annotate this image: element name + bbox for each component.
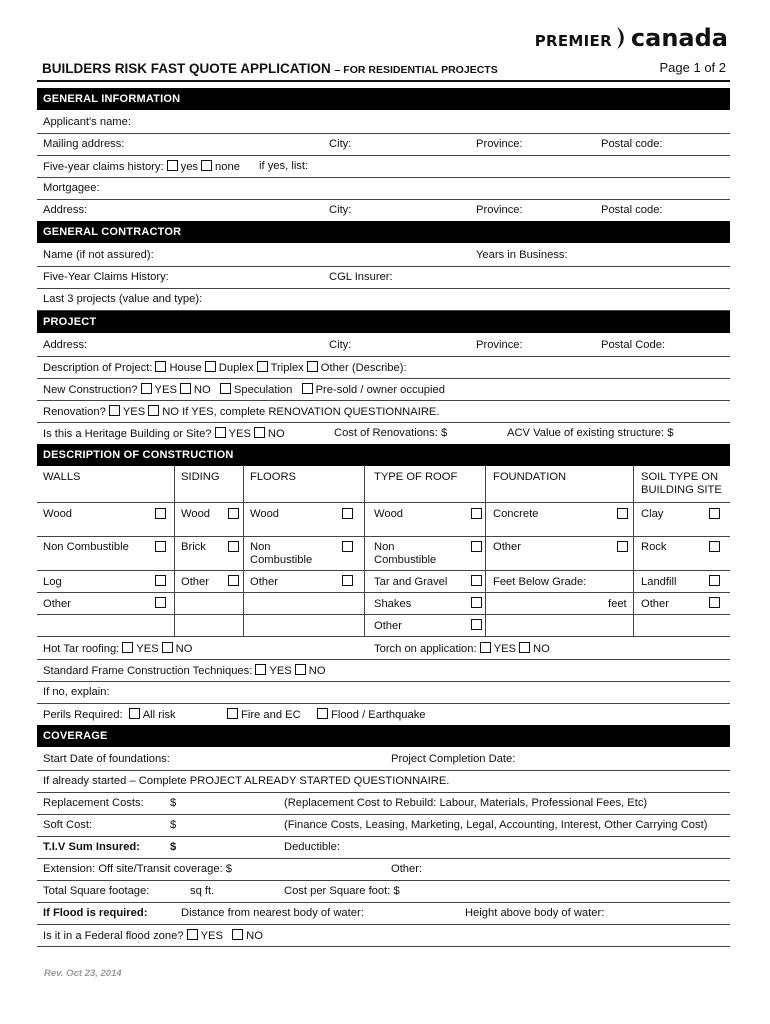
walls-noncombustible-label: Non Combustible — [43, 541, 129, 553]
none-label: none — [215, 161, 240, 173]
mailing-address-row[interactable] — [37, 133, 730, 156]
city-label: City: — [329, 204, 352, 216]
roof-noncombustible-label-line2: Combustible — [374, 554, 437, 566]
soft-cost-note: (Finance Costs, Leasing, Marketing, Legal, Accounting, Interest, Other Carrying Cost) — [284, 819, 708, 831]
distance-water-label: Distance from nearest body of water: — [181, 907, 364, 919]
heritage-row — [37, 422, 730, 445]
section-project — [37, 311, 730, 333]
floors-noncombustible-label-line2: Combustible — [250, 554, 313, 566]
soft-cost-row[interactable] — [37, 814, 730, 837]
all-risk-checkbox[interactable] — [129, 708, 140, 719]
new-construction-row — [37, 378, 730, 401]
floors-wood-label: Wood — [250, 508, 280, 520]
postal-label: Postal Code: — [601, 339, 666, 351]
row-divider — [37, 502, 730, 503]
claims-group — [43, 160, 240, 173]
no-checkbox[interactable] — [254, 427, 265, 438]
contractor-claims-label: Five-Year Claims History: — [43, 271, 169, 283]
section-general-information — [37, 88, 730, 110]
no-label: NO — [193, 384, 211, 396]
no-label: NO — [267, 428, 285, 440]
siding-brick-label: Brick — [181, 541, 206, 553]
dollar-sign: $ — [170, 797, 177, 809]
col-divider — [364, 465, 365, 636]
section-heading: PROJECT — [43, 316, 97, 328]
other-label: Other: — [391, 863, 423, 875]
foundation-other-label: Other — [493, 541, 521, 553]
dollar-sign: $ — [170, 819, 177, 831]
revision-date: Rev. Oct 23, 2014 — [44, 968, 122, 979]
province-label: Province: — [476, 339, 523, 351]
applicant-name-field[interactable] — [37, 111, 730, 134]
claims-history-row — [37, 155, 730, 178]
soil-header-line2: BUILDING SITE — [641, 484, 722, 496]
project-description-row — [37, 356, 730, 379]
contractor-name-label: Name (if not assured): — [43, 249, 154, 261]
walls-wood-label: Wood — [43, 508, 73, 520]
page-number: Page 1 of 2 — [659, 60, 726, 75]
torch-on-label: Torch on application: — [374, 643, 477, 655]
address-label: Address: — [43, 204, 88, 216]
roof-shakes-label: Shakes — [374, 598, 412, 610]
renovation-no-label: NO If YES, complete RENOVATION QUESTIONNAIRE. — [162, 406, 440, 418]
project-address-row[interactable] — [37, 334, 730, 357]
square-footage-row[interactable] — [37, 880, 730, 903]
duplex-label: Duplex — [218, 362, 254, 374]
yes-label: YES — [200, 930, 223, 942]
siding-other-checkbox[interactable] — [228, 575, 239, 586]
heritage-group — [43, 427, 285, 440]
col-divider — [485, 465, 486, 636]
applicant-label: Applicant's name: — [43, 116, 131, 128]
yes-label: yes — [180, 161, 199, 173]
soil-rock-checkbox[interactable] — [709, 541, 720, 552]
floors-noncombustible-checkbox[interactable] — [342, 541, 353, 552]
soil-header-line1: SOIL TYPE ON — [641, 471, 719, 483]
floors-header: FLOORS — [250, 471, 297, 483]
no-checkbox[interactable] — [148, 405, 159, 416]
fire-group — [224, 708, 301, 721]
city-label: City: — [329, 138, 352, 150]
renovation-label: Renovation? — [43, 406, 106, 418]
no-label: NO — [246, 930, 263, 942]
yes-checkbox[interactable] — [187, 929, 198, 940]
feet-unit-label: feet — [608, 598, 627, 610]
section-heading: GENERAL CONTRACTOR — [43, 226, 182, 238]
row-divider — [37, 614, 730, 615]
no-label: NO — [175, 643, 193, 655]
flood-required-row[interactable] — [37, 902, 730, 925]
house-label: House — [169, 362, 202, 374]
floors-wood-checkbox[interactable] — [342, 508, 353, 519]
frame-construction-label: Standard Frame Construction Techniques: — [43, 665, 253, 677]
soil-landfill-checkbox[interactable] — [709, 575, 720, 586]
section-coverage — [37, 725, 730, 747]
yes-label: YES — [228, 428, 251, 440]
roof-noncombustible-checkbox[interactable] — [471, 541, 482, 552]
address-label: Address: — [43, 339, 88, 351]
contractor-name-row[interactable] — [37, 244, 730, 267]
logo-swoosh-icon — [616, 26, 628, 50]
all-risk-label: All risk — [142, 709, 176, 721]
floors-other-label: Other — [250, 576, 278, 588]
roof-noncombustible-label-line1: Non — [374, 541, 395, 553]
hot-tar-label: Hot Tar roofing: — [43, 643, 120, 655]
total-square-footage-label: Total Square footage: — [43, 885, 150, 897]
replacement-costs-row[interactable] — [37, 792, 730, 815]
acv-value-label: ACV Value of existing structure: $ — [507, 427, 674, 439]
construction-grid — [37, 465, 730, 636]
yes-checkbox[interactable] — [167, 160, 178, 171]
renov-group — [43, 405, 439, 418]
logo-premier-text: PREMIER — [534, 32, 612, 50]
city-label: City: — [329, 339, 352, 351]
siding-header: SIDING — [181, 471, 220, 483]
new-construction-label: New Construction? — [43, 384, 138, 396]
walls-noncombustible-checkbox[interactable] — [155, 541, 166, 552]
mailing-label: Mailing address: — [43, 138, 125, 150]
flood-required-label: If Flood is required: — [43, 907, 148, 919]
roof-header: TYPE OF ROOF — [374, 471, 458, 483]
extension-label: Extension: Off site/Transit coverage: $ — [43, 863, 233, 875]
roof-other-checkbox[interactable] — [471, 619, 482, 630]
roof-tar-gravel-checkbox[interactable] — [471, 575, 482, 586]
section-description-of-construction — [37, 444, 730, 466]
soil-clay-label: Clay — [641, 508, 664, 520]
feet-below-grade-label: Feet Below Grade: — [493, 576, 587, 588]
yes-label: YES — [122, 406, 146, 418]
yes-label: YES — [269, 665, 292, 677]
roof-other-label: Other — [374, 620, 402, 632]
mortgagee-label: Mortgagee: — [43, 182, 100, 194]
walls-other-checkbox[interactable] — [155, 597, 166, 608]
duplex-checkbox[interactable] — [205, 361, 216, 372]
postal-label: Postal code: — [601, 138, 663, 150]
foundation-header: FOUNDATION — [493, 471, 567, 483]
mortgagee-address-row[interactable] — [37, 199, 730, 222]
premier-canada-logo — [535, 26, 728, 50]
walls-header: WALLS — [43, 471, 81, 483]
dollar-sign: $ — [170, 841, 177, 853]
federal-group — [43, 929, 263, 942]
cost-renovations-label: Cost of Renovations: $ — [334, 427, 448, 439]
siding-wood-label: Wood — [181, 508, 211, 520]
last-projects-field[interactable] — [37, 288, 730, 311]
presold-label: Pre-sold / owner occupied — [315, 384, 445, 396]
hot-tar-row — [37, 637, 730, 660]
roof-wood-checkbox[interactable] — [471, 508, 482, 519]
soil-other-label: Other — [641, 598, 669, 610]
yes-checkbox[interactable] — [141, 383, 152, 394]
fire-ec-checkbox[interactable] — [227, 708, 238, 719]
walls-log-checkbox[interactable] — [155, 575, 166, 586]
no-checkbox[interactable] — [232, 929, 243, 940]
presold-checkbox[interactable] — [302, 383, 313, 394]
row-divider — [37, 592, 730, 593]
frame-group — [43, 664, 326, 677]
siding-wood-checkbox[interactable] — [228, 508, 239, 519]
explain-label: If no, explain: — [43, 686, 110, 698]
floors-noncombustible-label-line1: Non — [250, 541, 271, 553]
description-label: Description of Project: — [43, 362, 153, 374]
form-title-main: BUILDERS RISK FAST QUOTE APPLICATION — [42, 61, 331, 76]
roof-shakes-checkbox[interactable] — [471, 597, 482, 608]
claims-label: Five-year claims history: — [43, 161, 164, 173]
no-checkbox[interactable] — [162, 642, 173, 653]
none-checkbox[interactable] — [201, 160, 212, 171]
yes-checkbox[interactable] — [109, 405, 120, 416]
triplex-label: Triplex — [270, 362, 304, 374]
yes-checkbox[interactable] — [480, 642, 491, 653]
flood-earthquake-checkbox[interactable] — [317, 708, 328, 719]
province-label: Province: — [476, 204, 523, 216]
speculation-checkbox[interactable] — [220, 383, 231, 394]
cgl-insurer-label: CGL Insurer: — [329, 271, 393, 283]
speculation-label: Speculation — [233, 384, 293, 396]
section-heading: DESCRIPTION OF CONSTRUCTION — [43, 449, 234, 461]
federal-flood-zone-row — [37, 924, 730, 947]
if-yes-list-label: if yes, list: — [259, 160, 309, 172]
form-title — [42, 61, 498, 76]
cost-per-sqft-label: Cost per Square foot: $ — [284, 885, 400, 897]
renovation-row — [37, 400, 730, 423]
frame-construction-row — [37, 659, 730, 682]
no-label: NO — [533, 643, 550, 655]
siding-brick-checkbox[interactable] — [228, 541, 239, 552]
row-divider — [37, 536, 730, 537]
newcon-group — [43, 383, 445, 396]
province-label: Province: — [476, 138, 523, 150]
start-date-label: Start Date of foundations: — [43, 753, 170, 765]
row-divider — [37, 570, 730, 571]
walls-log-label: Log — [43, 576, 62, 588]
no-checkbox[interactable] — [519, 642, 530, 653]
soil-clay-checkbox[interactable] — [709, 508, 720, 519]
section-heading: GENERAL INFORMATION — [43, 93, 181, 105]
form-title-bar — [37, 56, 730, 82]
house-checkbox[interactable] — [155, 361, 166, 372]
desc-group — [43, 361, 407, 374]
soil-landfill-label: Landfill — [641, 576, 677, 588]
other-describe-label: Other (Describe): — [320, 362, 407, 374]
mortgagee-field[interactable] — [37, 177, 730, 200]
section-general-contractor — [37, 221, 730, 243]
already-started-label: If already started – Complete PROJECT ALREADY STARTED QUESTIONNAIRE. — [43, 775, 450, 787]
perils-group — [43, 708, 176, 721]
roof-wood-label: Wood — [374, 508, 404, 520]
no-checkbox[interactable] — [180, 383, 191, 394]
completion-date-label: Project Completion Date: — [391, 753, 516, 765]
soil-rock-label: Rock — [641, 541, 667, 553]
yes-checkbox[interactable] — [215, 427, 226, 438]
tiv-row[interactable] — [37, 836, 730, 859]
other-checkbox[interactable] — [307, 361, 318, 372]
perils-label: Perils Required: — [43, 709, 123, 721]
replacement-costs-label: Replacement Costs: — [43, 797, 144, 809]
contractor-claims-row[interactable] — [37, 266, 730, 289]
federal-flood-zone-label: Is it in a Federal flood zone? — [43, 930, 184, 942]
soil-other-checkbox[interactable] — [709, 597, 720, 608]
fire-ec-label: Fire and EC — [241, 709, 301, 721]
soft-cost-label: Soft Cost: — [43, 819, 93, 831]
col-divider — [243, 465, 244, 636]
col-divider — [633, 465, 634, 636]
yes-label: YES — [154, 384, 177, 396]
height-water-label: Height above body of water: — [465, 907, 605, 919]
replacement-note: (Replacement Cost to Rebuild: Labour, Materials, Professional Fees, Etc) — [284, 797, 648, 809]
walls-other-label: Other — [43, 598, 71, 610]
form-title-subtitle: – FOR RESIDENTIAL PROJECTS — [334, 64, 498, 76]
section-heading: COVERAGE — [43, 730, 108, 742]
years-in-business-label: Years in Business: — [476, 249, 568, 261]
torch-group — [374, 642, 550, 655]
yes-label: YES — [493, 643, 517, 655]
foundation-concrete-label: Concrete — [493, 508, 539, 520]
yes-checkbox[interactable] — [255, 664, 266, 675]
yes-label: YES — [136, 643, 159, 655]
col-divider — [174, 465, 175, 636]
perils-row — [37, 703, 730, 726]
triplex-checkbox[interactable] — [257, 361, 268, 372]
postal-label: Postal code: — [601, 204, 663, 216]
already-started-row — [37, 770, 730, 793]
flood-earthquake-label: Flood / Earthquake — [331, 709, 426, 721]
explain-field[interactable] — [37, 681, 730, 704]
no-label: NO — [308, 665, 326, 677]
foundation-other-checkbox[interactable] — [617, 541, 628, 552]
hottar-group — [43, 642, 192, 655]
floors-other-checkbox[interactable] — [342, 575, 353, 586]
deductible-label: Deductible: — [284, 841, 340, 853]
yes-checkbox[interactable] — [122, 642, 133, 653]
foundation-concrete-checkbox[interactable] — [617, 508, 628, 519]
dates-row[interactable] — [37, 748, 730, 771]
last-projects-label: Last 3 projects (value and type): — [43, 293, 203, 305]
logo-canada-text: canada — [630, 24, 728, 52]
heritage-label: Is this a Heritage Building or Site? — [43, 428, 212, 440]
sqft-unit-label: sq ft. — [190, 885, 215, 897]
siding-other-label: Other — [181, 576, 209, 588]
flood-group — [314, 708, 426, 721]
roof-tar-gravel-label: Tar and Gravel — [374, 576, 448, 588]
no-checkbox[interactable] — [295, 664, 306, 675]
walls-wood-checkbox[interactable] — [155, 508, 166, 519]
tiv-label: T.I.V Sum Insured: — [43, 841, 140, 853]
extension-row[interactable] — [37, 858, 730, 881]
